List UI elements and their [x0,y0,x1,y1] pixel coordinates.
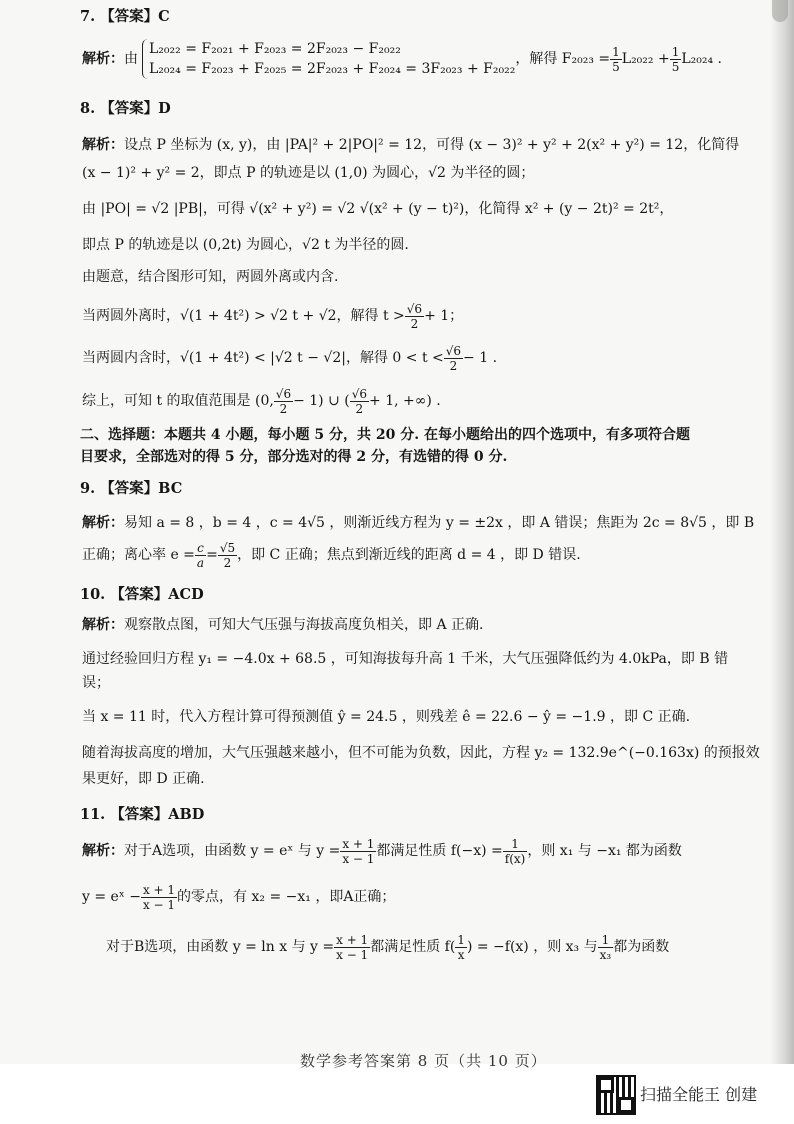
q11-frac-4: $\frac{x + 1}{x - 1}$ [336,932,369,962]
q7-pre: 由 [124,51,138,67]
q9-line1: 解析：易知 a = 8 ，b = 4 ，c = 4√5 ，则渐近线方程为 y = ±2x ，即 A 错误；焦距为 2c = 8√5 ，即 B [82,515,755,531]
q9-line2: 正确；离心率 e = $\frac{c}{a}$ = $\frac{√5}{2}$ ，即 C 正确；焦点到渐近线的距离 d = 4 ，即 D 错误. [82,540,581,570]
q7-eq1: L₂₀₂₂ = F₂₀₂₁ + F₂₀₂₃ = 2F₂₀₂₃ − F₂₀₂₂ [149,41,401,57]
q8-line8: 综上，可知 t 的取值范围是 (0, $\frac{√6}{2}$ − 1) ∪ ( $\frac{√6}{2}$ + 1, +∞) . [82,386,441,416]
q11-line1: 解析： 对于A选项，由函数 y = eˣ 与 y = $\frac{x + 1}{x - 1}$ 都满足性质 f(−x) = $\frac{1}{f(x)}$ ，则 x₁ 与 −x₁ 都为函数 [82,836,682,866]
q7-heading: 7. 【答案】C [80,8,170,25]
q11-heading: 11. 【答案】ABD [80,806,205,823]
page-footer: 数学参考答案第 8 页（共 10 页） [300,1052,547,1070]
q10-line5: 随着海拔高度的增加，大气压强越来越小，但不可能为负数，因此，方程 y₂ = 132.9e^(−0.163x) 的预报效 [82,745,760,761]
q11-frac-6: $\frac{1}{\text{x₃}}$ [599,932,612,962]
q10-line2: 通过经验回归方程 y₁ = −4.0x + 68.5 ，可知海拔每升高 1 千米，大气压强降低约为 4.0kPa，即 B 错 [82,651,729,667]
analysis-label: 解析： [82,515,124,531]
q8-line3: 由 |PO| = √2 |PB|，可得 √(x² + y²) = √2 √(x² + (y − t)²)，化简得 x² + (y − 2t)² = 2t²， [82,201,674,217]
scan-clip-mark [772,0,788,22]
section2-line1: 二、选择题：本题共 4 小题，每小题 5 分，共 20 分. 在每小题给出的四个选项中，有多项符合题 [80,427,690,443]
q8-line5: 由题意，结合图形可知，两圆外离或内含. [82,269,339,285]
qr-code-icon [596,1075,636,1115]
q10-line1: 解析：观察散点图，可知大气压强与海拔高度负相关，即 A 正确. [82,617,484,633]
q8-line2: (x − 1)² + y² = 2，即点 P 的轨迹是以 (1,0) 为圆心，√2 为半径的圆； [82,165,535,181]
q10-line3: 误； [82,675,110,691]
q11-frac-3: $\frac{x + 1}{x - 1}$ [142,882,176,912]
scanner-watermark: 扫描全能王 创建 [640,1085,758,1104]
section2-line2: 目要求，全部选对的得 5 分，部分选对的得 2 分，有选错的得 0 分. [80,449,508,465]
q8-line4: 即点 P 的轨迹是以 (0,2t) 为圆心，√2 t 为半径的圆. [82,237,409,253]
q11-line2: y = eˣ − $\frac{x + 1}{x - 1}$ 的零点，有 x₂ = −x₁ ，即A正确； [82,882,396,912]
q7-eq2: L₂₀₂₄ = F₂₀₂₃ + F₂₀₂₅ = 2F₂₀₂₃ + F₂₀₂₄ = 3F₂₀₂₃ + F₂₀₂₂ [149,61,516,77]
q8-heading: 8. 【答案】D [80,100,171,117]
analysis-label: 解析： [82,51,124,67]
q11-frac-1: $\frac{x + 1}{x - 1}$ [342,836,375,866]
q8-frac-2: $\frac{√6}{2}$ [445,343,462,373]
q7-analysis [82,34,732,84]
analysis-label: 解析： [82,617,124,633]
q8-frac-3: $\frac{√6}{2}$ [275,386,292,416]
q10-line4: 当 x = 11 时，代入方程计算可得预测值 ŷ = 24.5 ，则残差 ê = 22.6 − ŷ = −1.9 ，即 C 正确. [82,709,691,725]
q10-heading: 10. 【答案】ACD [80,586,204,603]
q8-line6: 当两圆外离时，√(1 + 4t²) > √2 t + √2，解得 t > $\frac{√6}{2}$ + 1； [82,301,464,331]
q9-frac-1: $\frac{c}{a}$ [196,540,205,570]
analysis-label: 解析： [82,843,124,859]
q8-line7: 当两圆内含时，√(1 + 4t²) < |√2 t − √2|，解得 0 < t < $\frac{√6}{2}$ − 1 . [82,343,498,373]
q9-frac-2: $\frac{√5}{2}$ [219,540,236,570]
q8-line1: 解析：设点 P 坐标为 (x, y)，由 |PA|² + 2|PO|² = 12，可得 (x − 3)² + y² + 2(x² + y²) = 12，化简得 [82,137,740,153]
q11-line3: 对于B选项，由函数 y = ln x 与 y = $\frac{x + 1}{x - 1}$ 都满足性质 f( $\frac{1}{x}$ ) = −f(x) ，则 x₃ 与 $\frac{1}{\text{x₃}}$ 都为函数 [106,932,670,962]
q7-post: ，解得 F₂₀₂₃ = [515,51,611,67]
q9-heading: 9. 【答案】BC [80,480,183,497]
q7-frac-b: $\frac{1}{5}$ [671,44,680,74]
q7-equation-system [142,39,515,79]
answer-content [80,4,760,964]
q8-frac-4: $\frac{√6}{2}$ [351,386,368,416]
analysis-label: 解析： [82,137,124,153]
q8-frac-1: $\frac{√6}{2}$ [406,301,423,331]
q11-frac-5: $\frac{1}{x}$ [457,932,465,962]
q10-line6: 果更好，即 D 正确. [82,771,205,787]
q7-frac-a: $\frac{1}{5}$ [612,44,620,74]
scan-edge-shadow [770,0,794,1064]
q7-mid: L₂₀₂₂ + [621,51,670,67]
q7-tail: L₂₀₂₄ . [681,51,722,67]
q11-frac-2: $\frac{1}{f(x)}$ [504,836,526,866]
